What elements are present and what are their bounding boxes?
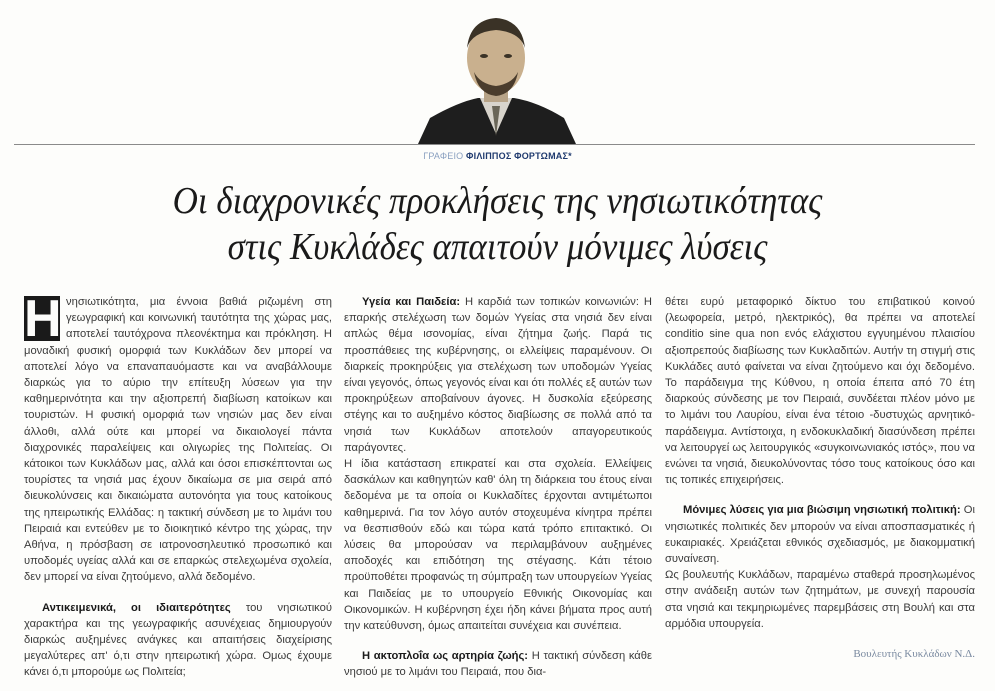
article-title bbox=[40, 178, 955, 270]
paragraph-text: Η τακτική σύνδεση κάθε νησιού με το λιμάνι του Πειραιά, που δια- bbox=[344, 650, 652, 679]
section-heading: Μόνιμες λύσεις για μια βιώσιμη νησιωτική πολιτική: bbox=[683, 504, 961, 517]
byline-label: ΓΡΑΦΕΙ bbox=[423, 151, 457, 161]
author-signature: Βουλευτής Κυκλάδων Ν.Δ. bbox=[853, 648, 975, 661]
section-heading: Υγεία και Παιδεία: bbox=[362, 296, 461, 308]
author-name: ΦΙΛΙΠΠΟΣ ΦΟΡΤΩΜΑΣ* bbox=[466, 151, 572, 161]
column-3 bbox=[665, 294, 975, 662]
column-1 bbox=[24, 290, 332, 681]
section-heading: Η ακτοπλοΐα ως αρτηρία ζωής: bbox=[362, 650, 529, 663]
paragraph bbox=[24, 290, 332, 586]
paragraph-text: νησιωτικότητα, μια έννοια βαθιά ριζωμένη στη γεωγραφική και κοινωνική ταυτότητα της χώρας μας, αποτελεί ταυτόχρονα πλεονέκτημα και πρόκληση. Η μοναδική φυσική ομορφιά των Κυκλάδων δεν μπορεί να αποτελεί λόγο να επαναπαυόμαστε και να αναβάλλουμε διαρκώς για το αύριο την επίτευξη λύσεων για την καθημερινότητα και την αξιοπρεπή διαβίωση κατοίκων και τουριστών. Η φυσική ομορφιά των νησιών μας δεν είναι άλλοθι, αλλά ούτε και μπορεί να δικαιολογεί πάντα διαχρονικές παραλείψεις και ολιγωρίες της Πολιτείας. Οι κάτοικοι των Κυκλάδων μας, αλλά και όσοι επισκέπτονται ως τουρίστες τα νησιά μας έχουν δικαίωμα σε μια σειρά από διευκολύνσεις και δικαιώματα αυτονόητα για τους κατοίκους της ηπειρωτικής Ελλάδας: η τακτική σύνδεση με το λιμάνι του Πειραιά και εντεύθεν με το διοικητικό κέντρο της χώρας, την Αθήνα, η πρόσβαση σε ιατρονοσηλευτικό προσωπικό και υποδομές υγείας αλλά και σε επαρκώς στελεχωμένα σχολεία, δεν μπορεί να είναι ζητούμενο, αλλά δεδομένο. bbox=[24, 296, 332, 584]
byline: ΓΡΑΦΕΙΟ ΦΙΛΙΠΠΟΣ ΦΟΡΤΩΜΑΣ* bbox=[423, 151, 572, 161]
column-2 bbox=[344, 294, 652, 681]
paragraph-text: του νησιωτικού χαρακτήρα και της γεωγραφικής ασυνέχειας δημιουργούν διαρκώς αυξημένες ανάγκες και απαιτήσεις διαχείρισης μεγαλύτερες απ' ό,τι στην ηπειρωτική χώρα. Ομως έχουμε κάνει ό,τι μπορούμε ως Πολιτεία; bbox=[24, 601, 332, 679]
paragraph: Η ίδια κατάσταση επικρατεί και στα σχολεία. Ελλείψεις δασκάλων και καθηγητών καθ' όλη τη διάρκεια του έτους είναι δεδομένα με τα οποία οι Κυκλαδίτες έρχονται αντιμέτωποι καθημερινά. Για τον λόγο αυτόν στοχευμένα κίνητρα πρέπει να θεσπισθούν εδώ και τώρα κατά τρόπο επιτακτικό. Οι λύσεις θα μπορούσαν να περιλαμβάνουν αυξημένες αποδοχές και επιδότηση της στέγασης. Κάτι τέτοιο προϋποθέτει προφανώς τη σύμπραξη των υπουργείων Υγείας και Παιδείας με το υπουργείο Εθνικής Οικονομίας και Οικονομικών. Η κυβέρνηση έχει ήδη κάνει βήματα προς αυτή την κατεύθυνση, όμως απαιτείται συνέχεια και συνέπεια. bbox=[344, 458, 652, 633]
drop-cap: Η bbox=[24, 290, 62, 348]
author-photo bbox=[408, 6, 584, 144]
title-line-2: στις Κυκλάδες απαιτούν μόνιμες λύσεις bbox=[227, 226, 768, 268]
title-line-1: Οι διαχρονικές προκλήσεις της νησιωτικότητας bbox=[172, 180, 823, 222]
paragraph bbox=[24, 600, 332, 681]
paragraph: Ως βουλευτής Κυκλάδων, παραμένω σταθερά προσηλωμένος στην ανάδειξη αυτών των ζητημάτων, με συνεχή παρουσία στα νησιά και τεκμηριωμένες παρεμβάσεις στη Βουλή και στα αρμόδια υπουργεία. bbox=[665, 569, 975, 630]
paragraph-text: Οι νησιωτικές πολιτικές δεν μπορούν να είναι αποσπασματικές ή ευκαιριακές. Χρειάζεται εθνικός σχεδιασμός, με διακομματική συναίνεση. bbox=[665, 504, 975, 566]
paragraph-lead: Αντικειμενικά, οι ιδιαιτερότητες bbox=[42, 601, 231, 614]
header-rule bbox=[14, 144, 975, 145]
paragraph bbox=[344, 294, 652, 456]
paragraph bbox=[665, 502, 975, 567]
paragraph: θέτει ευρύ μεταφορικό δίκτυο του επιβατικού κοινού (λεωφορεία, μετρό, ηλεκτρικός), θα πρέπει να αποτελεί conditio sine qua non ενός ελάχιστου εγγυημένου πλαισίου αξιοπρεπούς διαβίωσης των Κυκλαδιτών. Αυτήν τη στιγμή στις Κυκλάδες αυτό φαίνεται να είναι ζητούμενο και όχι δεδομένο. Το παράδειγμα της Κύθνου, η οποία έπειτα από 70 έτη διαρκούς σύνδεσης με τον Πειραιά, συνδέεται πλέον μόνο με το λιμάνι του Λαυρίου, είναι ένα τέτοιο -δυστυχώς αρνητικό- παράδειγμα. Αντίστοιχα, η ενδοκυκλαδική διασύνδεση πρέπει να λειτουργεί ως λειτουργικός «συγκοινωνιακός ιστός», που να ενώνει τα νησιά, διευκολύνοντας τόσο τους κατοίκους όσο και τις τοπικές επιχειρήσεις. bbox=[665, 296, 975, 487]
paragraph bbox=[344, 648, 652, 680]
paragraph-text: Η καρδιά των τοπικών κοινωνιών: Η επαρκής στελέχωση των δομών Υγείας στα νησιά δεν είναι απλώς θέμα ισονομίας, είναι ζήτημα ζωής. Παρά τις προσπάθειες της κυβέρνησης, οι ελλείψεις παραμένουν. Οι διαρκείς προκηρύξεις για στελέχωση των υποδομών Υγείας είναι γεγονός, όπως γεγονός είναι και ότι πολλές εξ αυτών των προκηρύξεων αποβαίνουν άγονες. Η δυσκολία εξεύρεσης στέγης και το αυξημένο κόστος διαβίωσης σε πολλά από τα νησιά των Κυκλάδων αποτελούν απαγορευτικούς παράγοντες. bbox=[344, 296, 652, 454]
